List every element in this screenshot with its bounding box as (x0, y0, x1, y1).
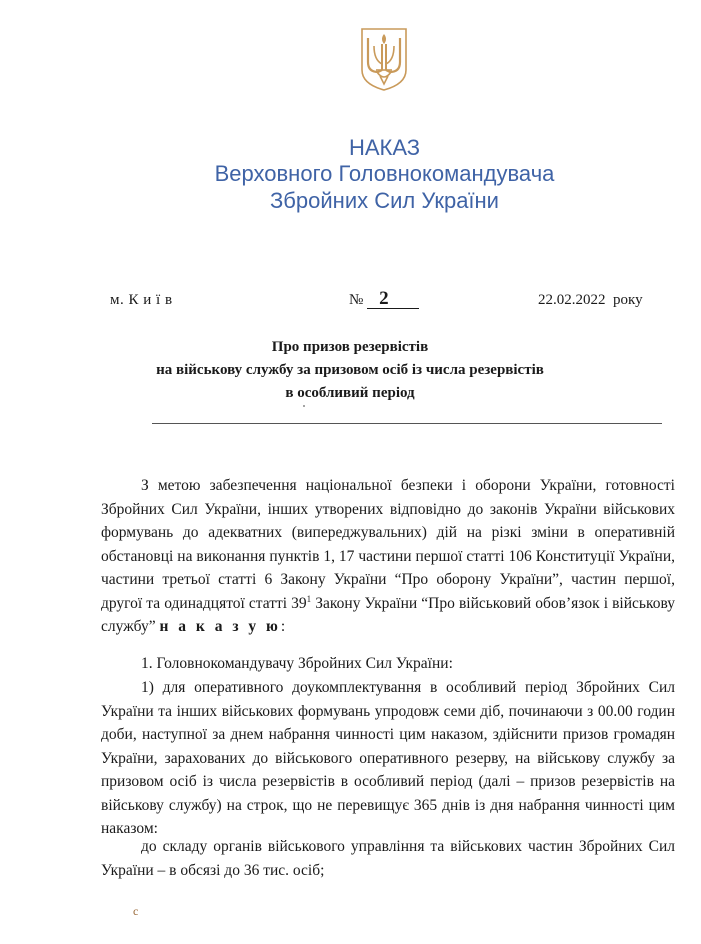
city: м. К и ї в (110, 292, 173, 308)
preamble-paragraph (101, 474, 675, 639)
subject-line-2: на військову службу за призовом осіб із числа резервістів (156, 362, 544, 378)
number-value: 2 (367, 290, 419, 309)
item-1-1-paragraph: 1) для оперативного доукомплектування в особливий період Збройних Сил України та інших військових формувань упродовж семи діб, починаючи з 00.00 годин доби, наступної за днем набрання чинності цим наказом, здійснити призов громадян України, зарахованих до військового оперативного резерву, на військову службу за призовом осіб із числа резервістів в особливий період (далі – призов резервістів на військову службу) на строк, що не перевищує 365 днів із дня набрання чинності цим наказом: (101, 679, 675, 837)
preamble-tail: Закону України “Про військовий обов’язок і військову службу” (101, 594, 675, 635)
number-label: № (349, 292, 364, 308)
order-word: н а к а з у ю (159, 618, 281, 635)
order-number (349, 290, 419, 310)
issuer-line-1: Верховного Головнокомандувача (214, 161, 555, 186)
trident-emblem-icon (358, 26, 410, 92)
preamble-text: З метою забезпечення національної безпеки і оборони України, готовності Збройних Сил України, інших утворених відповідно до законів України військових формувань до адекватних (випереджувальних) дій на різкі зміни в оперативній обстановці на виконання пунктів 1, 17 частини першої статті 106 Конституції України, частини третьої статті 6 Закону України “Про оборону України”, частин першої, другої та одинадцятої статті 39 (101, 477, 675, 612)
item-1-heading: 1. Головнокомандувачу Збройних Сил України: (141, 655, 453, 672)
subject-line-1: Про призов резервістів (271, 339, 429, 355)
divider-line (152, 423, 662, 424)
preamble-end: : (280, 618, 286, 635)
margin-mark: с (133, 904, 139, 918)
item-1-1-sub-paragraph: до складу органів військового управління та військових частин Збройних Сил України – в обсязі до 36 тис. осіб; (101, 838, 675, 879)
order-date: 22.02.2022 року (538, 292, 643, 308)
subject-line-3: в особливий період (285, 385, 415, 401)
preamble-superscript: 1 (306, 593, 312, 604)
order-title: НАКАЗ (348, 135, 421, 160)
issuer-line-2: Збройних Сил України (270, 188, 499, 213)
scan-speck (303, 405, 305, 407)
